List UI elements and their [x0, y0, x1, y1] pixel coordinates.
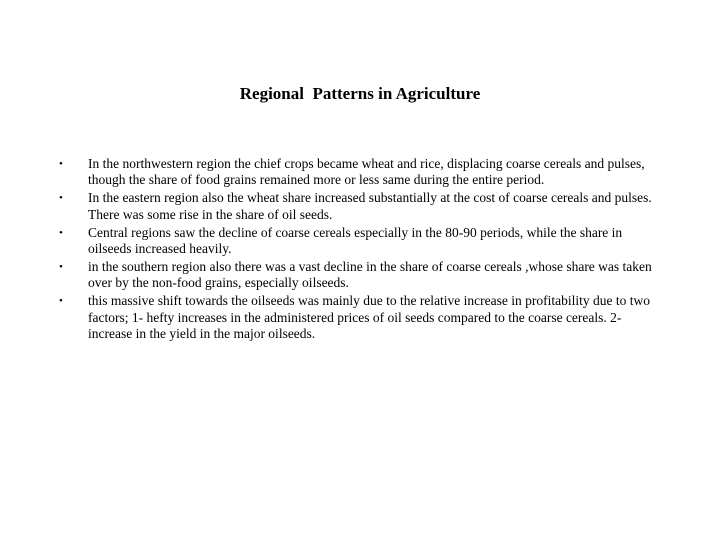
- bullet-text: Central regions saw the decline of coarse cereals especially in the 80-90 periods, while the share in oilseeds increased heavily.: [88, 224, 623, 257]
- bullet-text: this massive shift towards the oilseeds was mainly due to the relative increase in profitability due to two factors; 1- hefty increases in the administered prices of oil seeds compared to the coarse cereals. 2- increase in the yield in the major oilseeds.: [88, 293, 650, 342]
- bullet-item: [56, 190, 656, 223]
- bullet-text: In the eastern region also the wheat share increased substantially at the cost of coarse cereals and pulses. There was some rise in the share of oil seeds.: [88, 190, 652, 222]
- bullet-item: [56, 225, 656, 258]
- bullet-icon: •: [59, 158, 63, 170]
- bullet-icon: •: [59, 226, 63, 239]
- slide-title: Regional Patterns in Agriculture: [239, 84, 481, 103]
- bullet-item: [56, 259, 656, 292]
- bullet-icon: •: [59, 260, 63, 273]
- bullet-list: [56, 156, 656, 344]
- bullet-item: [56, 156, 656, 189]
- bullet-text: In the northwestern region the chief crops became wheat and rice, displacing coarse cereals and pulses, though the share of food grains remained more or less same during the entire period.: [88, 156, 645, 188]
- bullet-text: in the southern region also there was a vast decline in the share of coarse cereals ,whose share was taken over by the non-food grains, especially oilseeds.: [88, 258, 652, 291]
- bullet-icon: •: [59, 192, 63, 205]
- bullet-icon: •: [59, 295, 63, 308]
- bullet-item: [56, 293, 656, 342]
